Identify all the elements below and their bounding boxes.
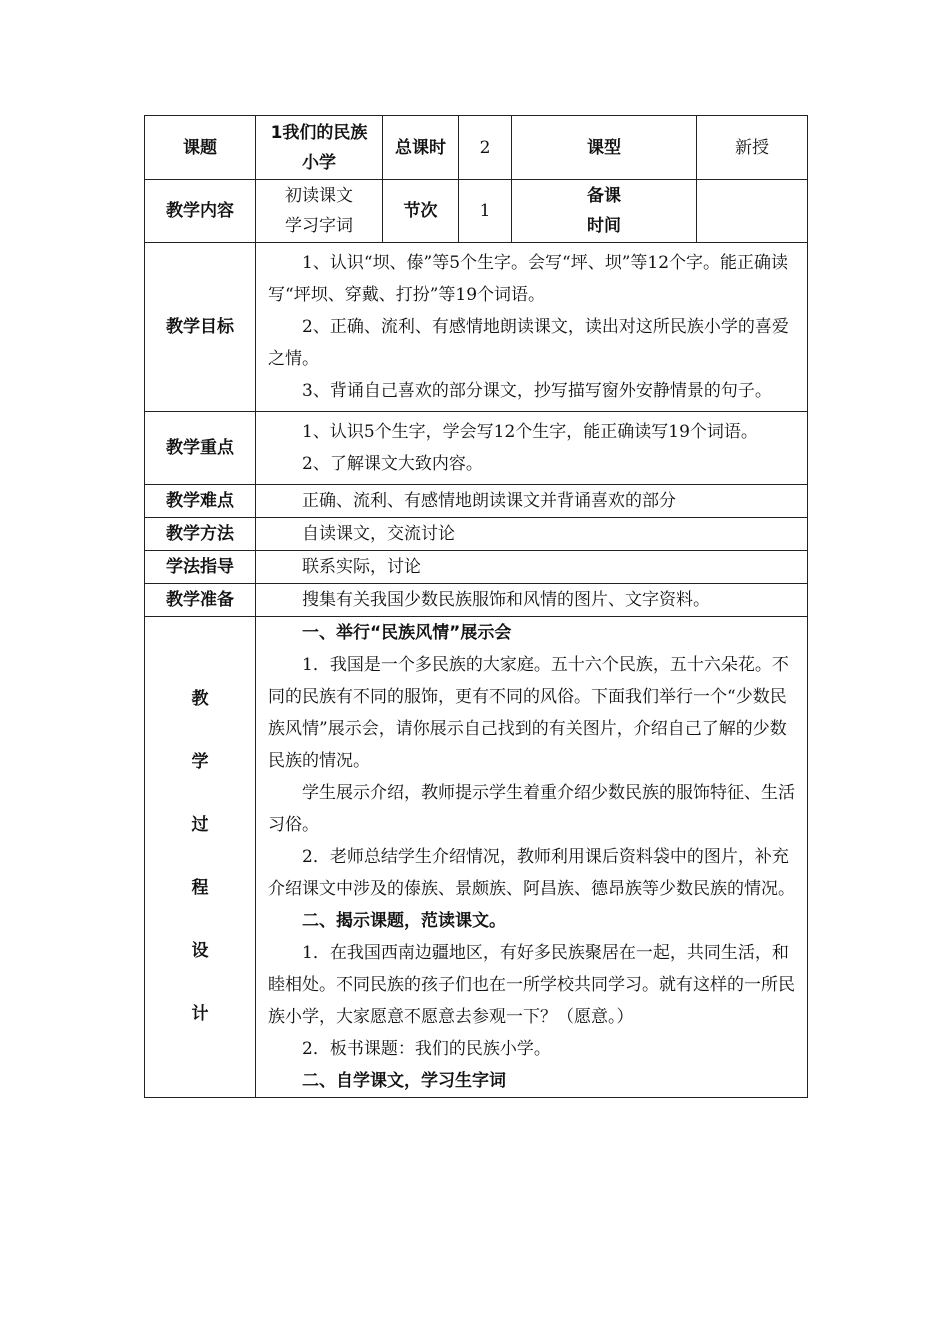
process-label-char: 程 (191, 878, 209, 898)
lesson-type-label: 课型 (512, 116, 697, 180)
lesson-type-value: 新授 (697, 116, 808, 180)
process-heading: 二、揭示课题，范读课文。 (302, 911, 506, 931)
difficulties-value: 正确、流利、有感情地朗读课文并背诵喜欢的部分 (256, 485, 808, 518)
process-body (256, 617, 808, 1098)
study-guide-row (145, 551, 808, 584)
process-label-char: 计 (191, 1004, 209, 1024)
process-label (145, 617, 256, 1098)
difficulties-row (145, 485, 808, 518)
section-value: 1 (459, 180, 512, 243)
process-label-char: 过 (191, 815, 209, 835)
content-row (145, 180, 808, 243)
objective-item: 2、正确、流利、有感情地朗读课文，读出对这所民族小学的喜爱之情。 (268, 317, 789, 369)
process-label-char: 学 (191, 752, 209, 772)
header-row (145, 116, 808, 180)
methods-value: 自读课文，交流讨论 (256, 518, 808, 551)
process-paragraph: 2．老师总结学生介绍情况，教师利用课后资料袋中的图片，补充介绍课文中涉及的傣族、景颇族、阿昌族、德昂族等少数民族的情况。 (268, 847, 795, 899)
prep-time-label: 备课时间 (512, 180, 697, 243)
content-value: 初读课文学习字词 (256, 180, 383, 243)
key-points-label: 教学重点 (145, 412, 256, 485)
study-guide-value: 联系实际，讨论 (256, 551, 808, 584)
preparation-value: 搜集有关我国少数民族服饰和风情的图片、文字资料。 (256, 584, 808, 617)
difficulties-label: 教学难点 (145, 485, 256, 518)
process-heading: 一、举行“民族风情”展示会 (302, 623, 512, 643)
content-label: 教学内容 (145, 180, 256, 243)
methods-row (145, 518, 808, 551)
objectives-row (145, 243, 808, 412)
preparation-label: 教学准备 (145, 584, 256, 617)
objectives-body (256, 243, 808, 412)
lesson-plan-table (144, 115, 808, 1098)
methods-label: 教学方法 (145, 518, 256, 551)
preparation-row (145, 584, 808, 617)
topic-value: 1我们的民族小学 (256, 116, 383, 180)
key-points-row (145, 412, 808, 485)
process-label-char: 设 (191, 941, 209, 961)
section-label: 节次 (383, 180, 459, 243)
process-row (145, 617, 808, 1098)
topic-label: 课题 (145, 116, 256, 180)
study-guide-label: 学法指导 (145, 551, 256, 584)
process-paragraph: 1．我国是一个多民族的大家庭。五十六个民族，五十六朵花。不同的民族有不同的服饰，更有不同的风俗。下面我们举行一个“少数民族风情”展示会，请你展示自己找到的有关图片，介绍自己了解的少数民族的情况。 (268, 655, 789, 771)
objectives-label: 教学目标 (145, 243, 256, 412)
objective-item: 1、认识“坝、傣”等5个生字。会写“坪、坝”等12个字。能正确读写“坪坝、穿戴、打扮”等19个词语。 (268, 253, 789, 305)
key-points-body (256, 412, 808, 485)
key-point-item: 2、了解课文大致内容。 (302, 454, 483, 474)
process-paragraph: 1．在我国西南边疆地区，有好多民族聚居在一起，共同生活，和睦相处。不同民族的孩子们也在一所学校共同学习。就有这样的一所民族小学，大家愿意不愿意去参观一下？（愿意。） (268, 943, 795, 1027)
total-periods-value: 2 (459, 116, 512, 180)
process-heading: 二、自学课文，学习生字词 (302, 1071, 506, 1091)
objective-item: 3、背诵自己喜欢的部分课文，抄写描写窗外安静情景的句子。 (302, 381, 772, 401)
process-label-char: 教 (191, 689, 209, 709)
process-paragraph: 2．板书课题：我们的民族小学。 (302, 1039, 551, 1059)
process-paragraph: 学生展示介绍，教师提示学生着重介绍少数民族的服饰特征、生活习俗。 (268, 783, 795, 835)
total-periods-label: 总课时 (383, 116, 459, 180)
prep-time-value (697, 180, 808, 243)
key-point-item: 1、认识5个生字，学会写12个生字，能正确读写19个词语。 (302, 422, 758, 442)
